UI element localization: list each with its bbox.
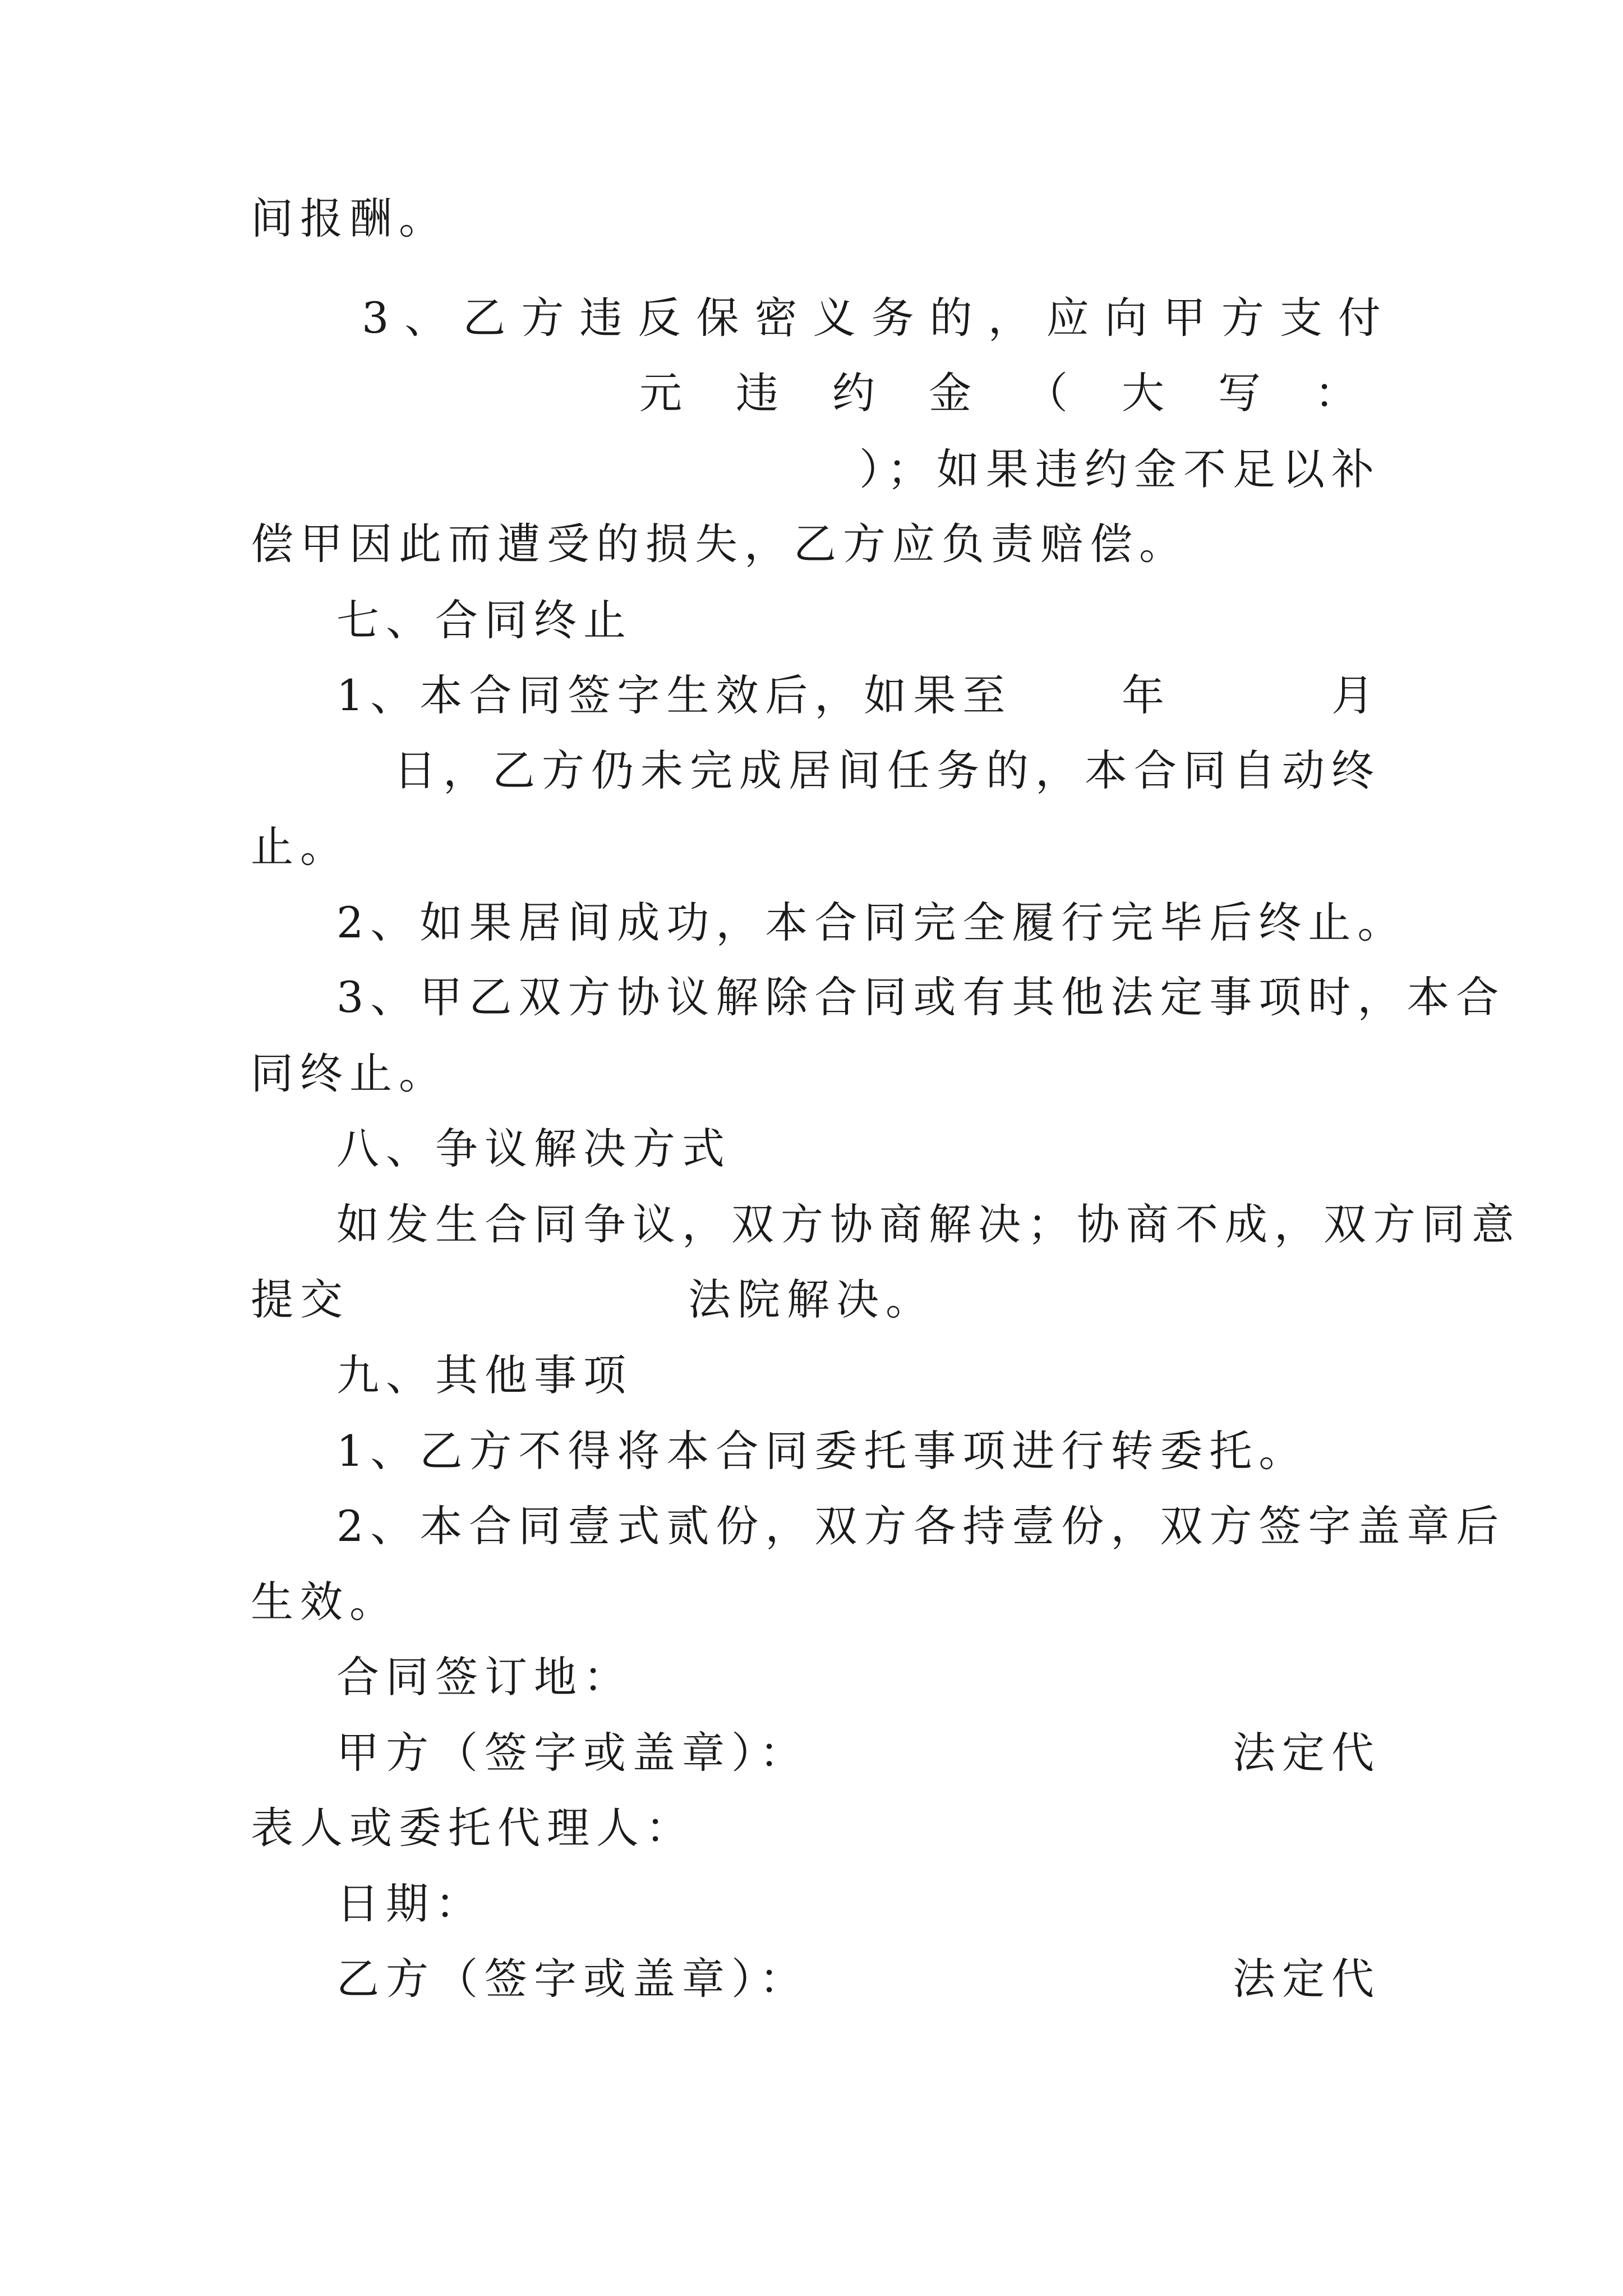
text: 日期： — [336, 1879, 485, 1929]
clause-3-line-2 — [639, 360, 1357, 427]
text: 法院解决。 — [688, 1274, 935, 1324]
justified-char: 、 — [404, 293, 448, 343]
section-7-item-3-line-1 — [336, 964, 1506, 1031]
section-8-heading — [336, 1115, 1381, 1182]
month-label: 月 — [1331, 670, 1381, 720]
year-label: 年 — [1122, 670, 1171, 720]
text: 八、争议解决方式 — [336, 1124, 731, 1174]
text: 2、本合同壹式贰份，双方各持壹份，双方签字盖章后 — [336, 1501, 1506, 1551]
text: 1、本合同签字生效后，如果至 — [336, 670, 1012, 720]
justified-char: 约 — [832, 368, 875, 418]
section-7-item-1-line-3 — [251, 813, 1381, 881]
text: 表人或委托代理人： — [251, 1803, 695, 1853]
justified-char: 向 — [1104, 293, 1147, 343]
section-7-item-3-line-2 — [251, 1040, 1381, 1107]
section-9-item-2-line-2 — [251, 1568, 1381, 1636]
text: 七、合同终止 — [336, 595, 633, 645]
text: 日，乙方仍未完成居间任务的，本合同自动终 — [394, 746, 1381, 795]
text: 偿甲因此而遭受的损失，乙方应负责赔偿。 — [251, 519, 1188, 569]
text: 2、如果居间成功，本合同完全履行完毕后终止。 — [336, 898, 1407, 947]
text: 间报酬。 — [251, 194, 448, 243]
section-9-item-1 — [336, 1418, 1381, 1485]
party-b-signature-line — [336, 1945, 1381, 2013]
text: ）；如果违约金不足以补 — [859, 444, 1381, 494]
section-9-heading — [336, 1342, 1381, 1409]
text: 甲方（签字或盖章）： — [336, 1728, 809, 1778]
section-7-item-2 — [336, 889, 1407, 956]
justified-char: 违 — [579, 293, 623, 343]
clause-3-line-4 — [251, 510, 1381, 578]
section-7-item-1-line-1 — [336, 662, 1381, 729]
justified-char: 支 — [1279, 293, 1322, 343]
section-7-heading — [336, 587, 1381, 654]
clause-3-line-1 — [362, 284, 1381, 352]
text: 乙方（签字或盖章）： — [336, 1954, 809, 2004]
justified-char: （ — [1025, 368, 1068, 418]
justified-char: 应 — [1046, 293, 1089, 343]
text: 同终止。 — [251, 1048, 448, 1098]
justified-char: 违 — [736, 368, 778, 418]
text: 法定代 — [1233, 1728, 1381, 1778]
justified-char: 反 — [638, 293, 681, 343]
justified-char: 3 — [362, 293, 389, 343]
text: 止。 — [251, 822, 349, 872]
section-8-line-2 — [251, 1266, 1381, 1333]
justified-char: 大 — [1122, 368, 1164, 418]
date-line — [336, 1870, 1381, 1938]
justified-char: 甲 — [1163, 293, 1206, 343]
justified-char: 元 — [639, 368, 682, 418]
text: 提交 — [251, 1274, 349, 1324]
text: 合同签订地： — [336, 1652, 633, 1702]
justified-char: 密 — [754, 293, 797, 343]
justified-char: 方 — [1221, 293, 1264, 343]
justified-char: ， — [988, 293, 1031, 343]
paragraph-line — [251, 185, 1381, 252]
party-a-legal-rep-line — [251, 1795, 1381, 1862]
text: 生效。 — [251, 1577, 399, 1627]
justified-char: 乙 — [463, 293, 506, 343]
justified-char: 义 — [813, 293, 856, 343]
section-8-line-1 — [336, 1191, 1521, 1258]
justified-char: 保 — [696, 293, 739, 343]
text: 如发生合同争议，双方协商解决；协商不成，双方同意 — [336, 1199, 1521, 1249]
justified-char: 方 — [521, 293, 564, 343]
party-a-signature-line — [336, 1719, 1381, 1787]
text: 法定代 — [1233, 1954, 1381, 2004]
justified-char: 付 — [1338, 293, 1381, 343]
text: 3、甲乙双方协议解除合同或有其他法定事项时，本合 — [336, 972, 1506, 1022]
justified-char: 的 — [929, 293, 972, 343]
section-9-item-2-line-1 — [336, 1493, 1506, 1560]
clause-3-line-3 — [251, 436, 1381, 503]
justified-char: 务 — [871, 293, 914, 343]
justified-char: ： — [1315, 368, 1357, 418]
justified-char: 写 — [1218, 368, 1261, 418]
text: 九、其他事项 — [336, 1350, 633, 1400]
sign-place — [336, 1644, 1381, 1711]
section-7-item-1-line-2 — [251, 737, 1381, 804]
text: 1、乙方不得将本合同委托事项进行转委托。 — [336, 1426, 1308, 1476]
justified-char: 金 — [929, 368, 971, 418]
